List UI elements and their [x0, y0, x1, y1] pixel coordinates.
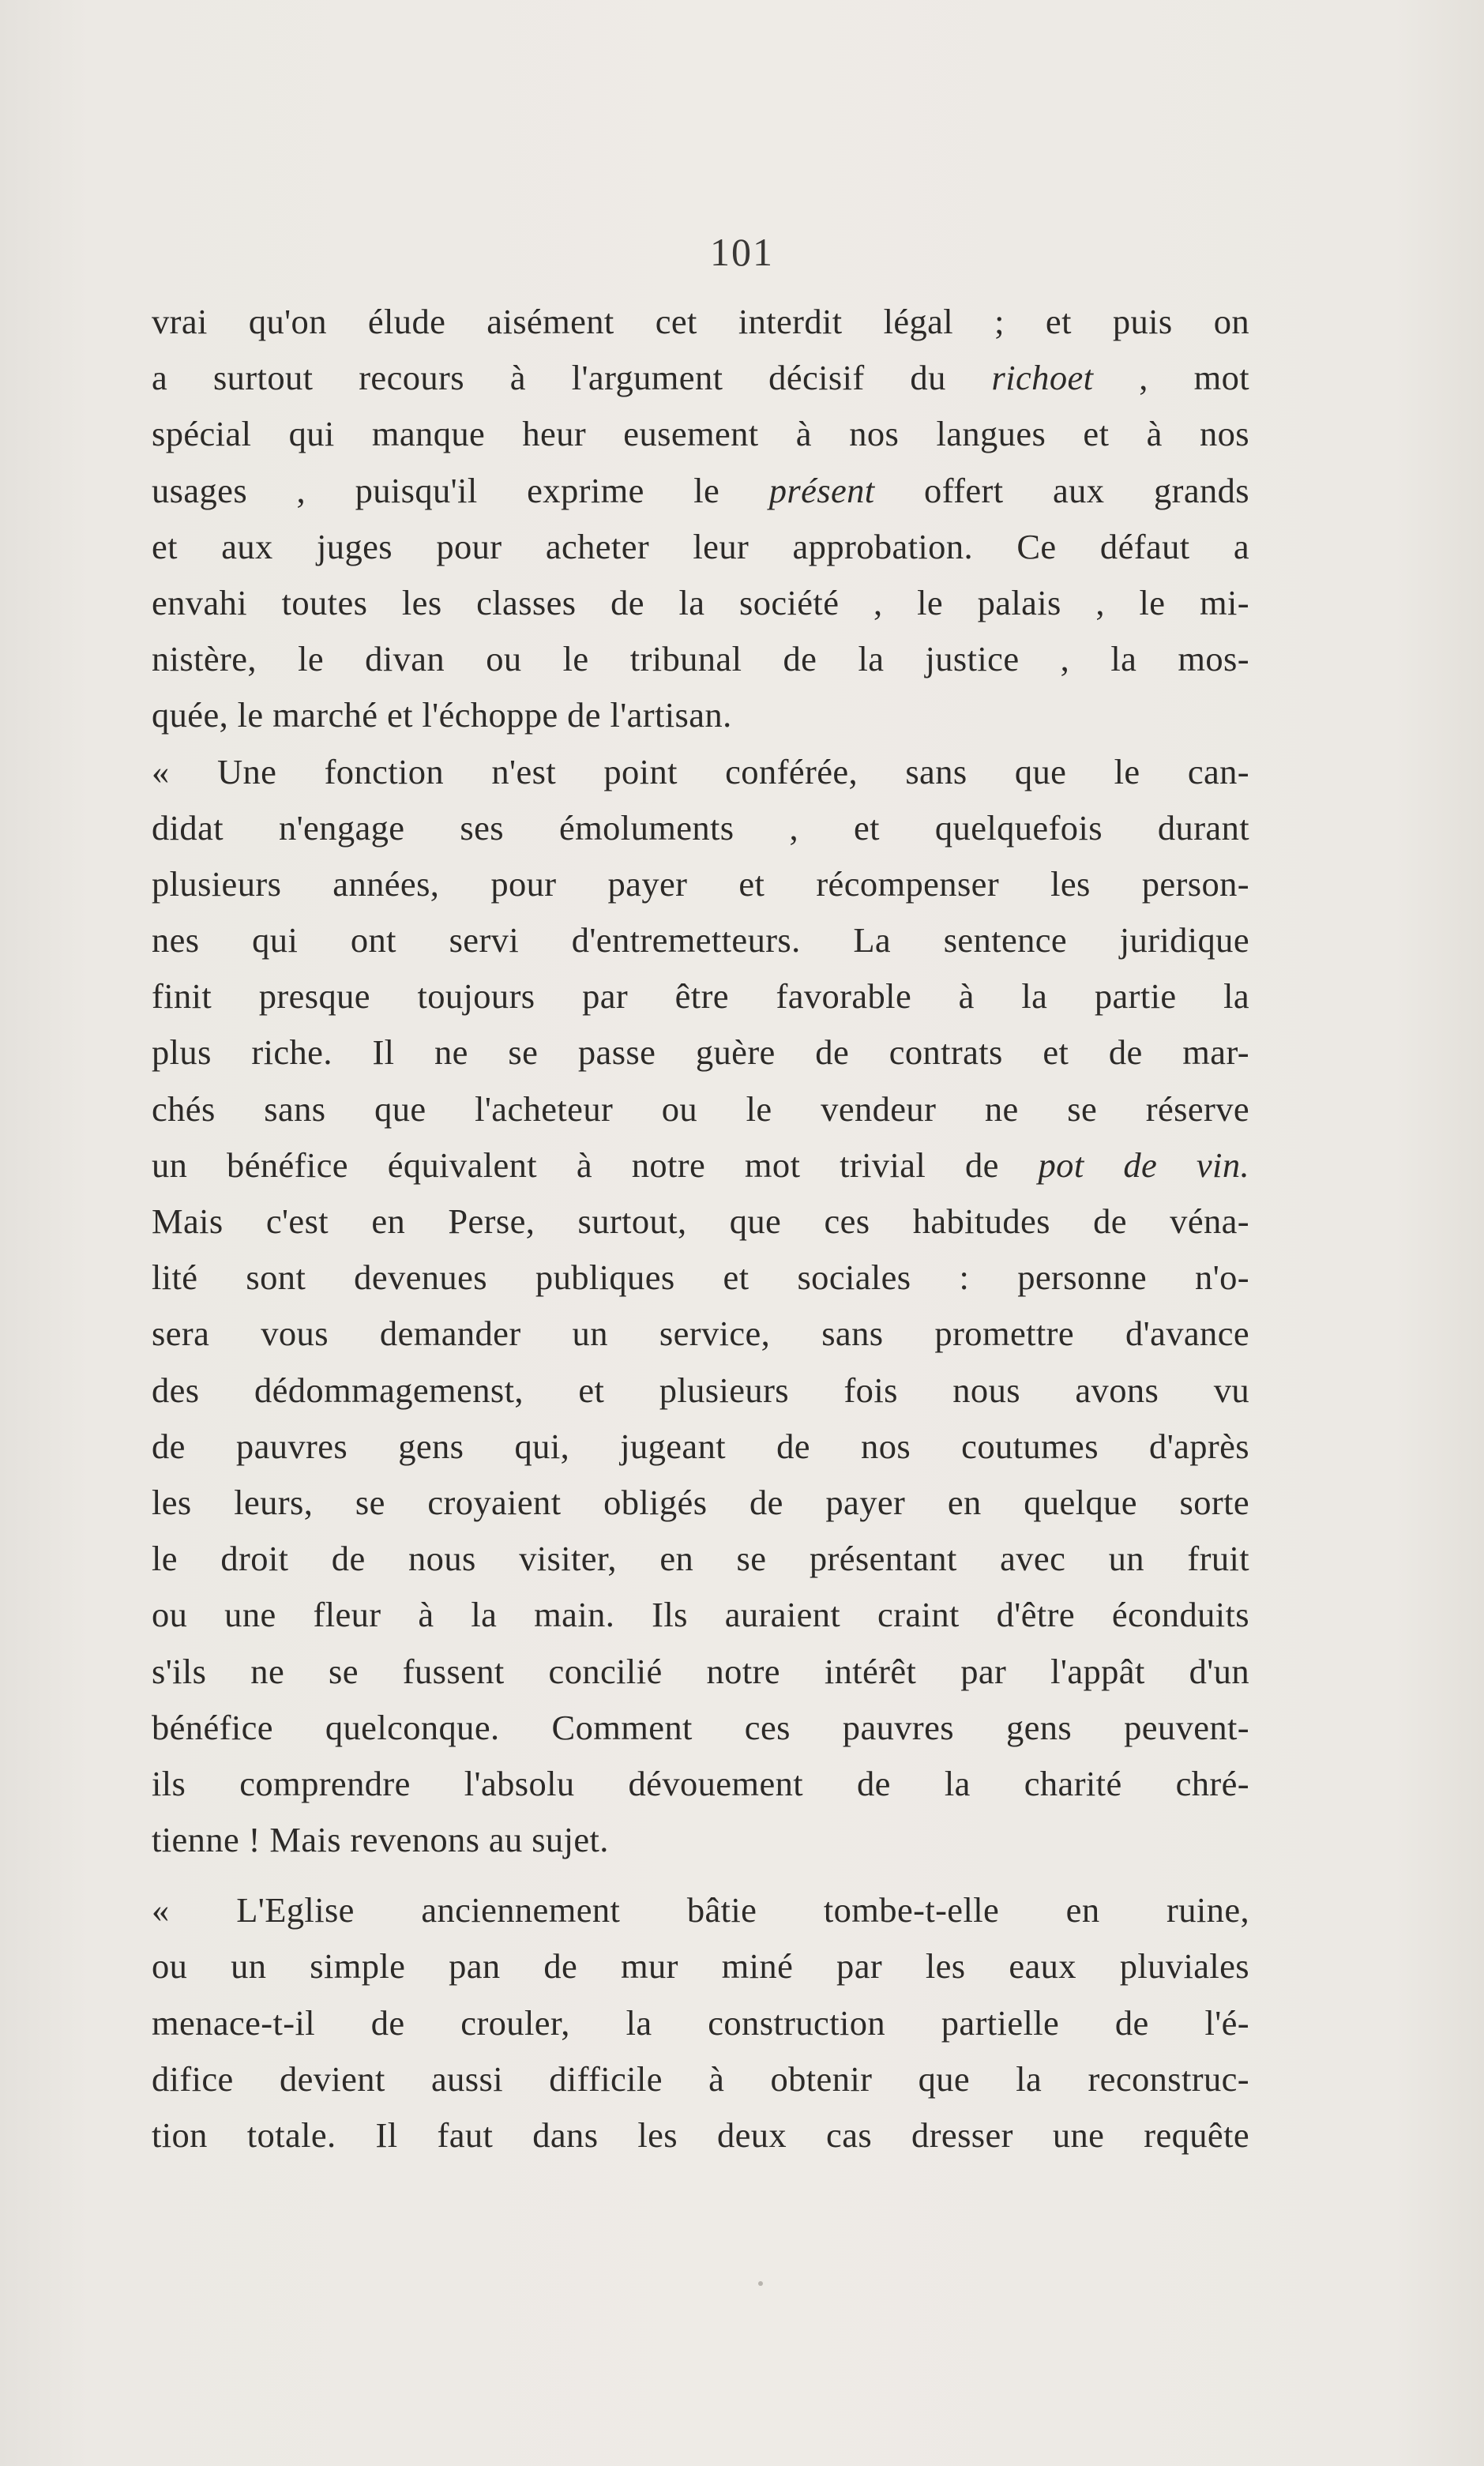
text-line: didat n'engage ses émoluments , et quelquefois durant — [152, 807, 1249, 848]
text-line: usages , puisqu'il exprime le présent offert aux grands — [152, 470, 1250, 510]
text-line: et aux juges pour acheter leur approbation. Ce défaut a — [152, 526, 1249, 566]
paragraph-1 — [152, 294, 1249, 744]
body-text — [152, 294, 1249, 2163]
text-line: « L'Eglise anciennement bâtie tombe-t-elle en ruine, — [152, 1890, 1249, 1930]
text-line: difice devient aussi difficile à obtenir que la reconstruc- — [152, 2058, 1249, 2099]
text-line: Mais c'est en Perse, surtout, que ces habitudes de véna- — [152, 1201, 1249, 1241]
italic-term: richoet — [991, 358, 1094, 398]
text-line: « Une fonction n'est point conférée, sans que le can- — [152, 751, 1249, 791]
text-line: menace-t-il de crouler, la construction partielle de l'é- — [152, 2002, 1249, 2043]
text-line: nistère, le divan ou le tribunal de la justice , la mos- — [152, 639, 1249, 679]
text-line: tienne ! Mais revenons au sujet. — [152, 1820, 609, 1860]
text-line: ils comprendre l'absolu dévouement de la charité chré- — [152, 1763, 1249, 1803]
text-line: le droit de nous visiter, en se présentant avec un fruit — [152, 1539, 1249, 1579]
text-line: quée, le marché et l'échoppe de l'artisan. — [152, 695, 732, 735]
paragraph-3 — [152, 1882, 1249, 2163]
italic-term: présent — [768, 470, 875, 510]
text-line: ou une fleur à la main. Ils auraient craint d'être éconduits — [152, 1595, 1249, 1635]
text-line: finit presque toujours par être favorable à la partie la — [152, 976, 1249, 1017]
text-line: tion totale. Il faut dans les deux cas dresser une requête — [152, 2115, 1249, 2155]
text-line: ou un simple pan de mur miné par les eaux pluviales — [152, 1946, 1249, 1987]
paper-speck — [758, 2281, 763, 2286]
page-number: 101 — [710, 230, 774, 274]
paragraph-spacer — [152, 1868, 1249, 1882]
paragraph-2 — [152, 744, 1249, 1869]
text-line: s'ils ne se fussent concilié notre intérêt par l'appât d'un — [152, 1651, 1249, 1691]
text-line: lité sont devenues publiques et sociales : personne n'o- — [152, 1257, 1249, 1298]
text-line: les leurs, se croyaient obligés de payer en quelque sorte — [152, 1482, 1249, 1522]
text-line: un bénéfice équivalent à notre mot trivial de pot de vin. — [152, 1145, 1249, 1185]
text-line: envahi toutes les classes de la société , le palais , le mi- — [152, 582, 1249, 622]
text-line: sera vous demander un service, sans promettre d'avance — [152, 1314, 1249, 1354]
italic-term: pot de vin. — [1038, 1145, 1249, 1185]
text-line: a surtout recours à l'argument décisif du richoet , mot — [152, 358, 1249, 398]
text-line: chés sans que l'acheteur ou le vendeur ne se réserve — [152, 1088, 1249, 1129]
text-line: plus riche. Il ne se passe guère de contrats et de mar- — [152, 1032, 1249, 1073]
text-line: spécial qui manque heur eusement à nos langues et à nos — [152, 414, 1249, 454]
text-line: nes qui ont servi d'entremetteurs. La sentence juridique — [152, 920, 1249, 960]
text-line: plusieurs années, pour payer et récompenser les person- — [152, 863, 1249, 904]
text-line: vrai qu'on élude aisément cet interdit légal ; et puis on — [152, 302, 1249, 341]
text-line: de pauvres gens qui, jugeant de nos coutumes d'après — [152, 1426, 1249, 1466]
text-line: bénéfice quelconque. Comment ces pauvres gens peuvent- — [152, 1707, 1249, 1747]
text-line: des dédommagemenst, et plusieurs fois nous avons vu — [152, 1370, 1249, 1410]
